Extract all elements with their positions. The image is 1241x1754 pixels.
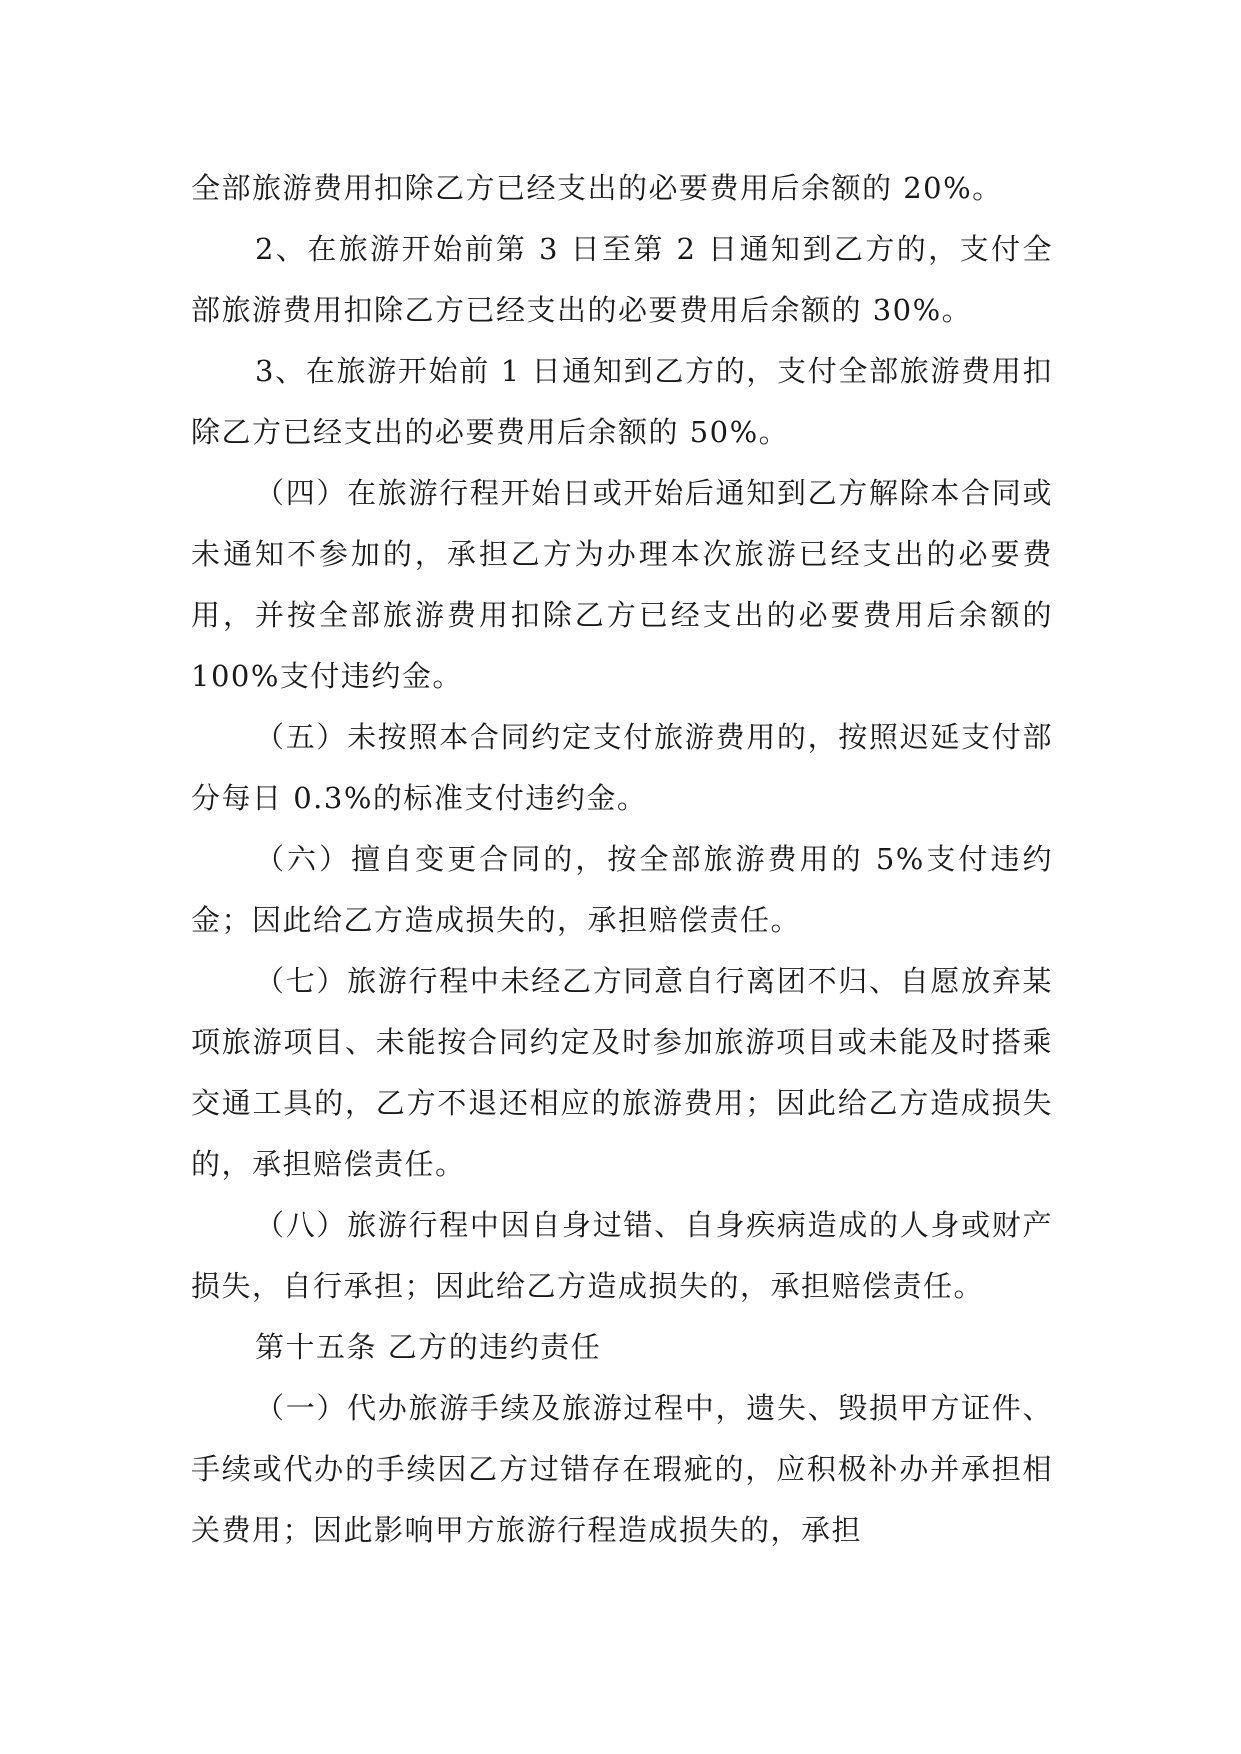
paragraph-clause-8: （八）旅游行程中因自身过错、自身疾病造成的人身或财产损失，自行承担；因此给乙方造成损失的，承担赔偿责任。 — [191, 1208, 1053, 1303]
paragraph-item-3: 3、在旅游开始前 1 日通知到乙方的，支付全部旅游费用扣除乙方已经支出的必要费用后余额的 50%。 — [191, 354, 1053, 449]
document-body — [191, 158, 1053, 1561]
article-heading: 第十五条 乙方的违约责任 — [255, 1330, 602, 1364]
paragraph-clause-4: （四）在旅游行程开始日或开始后通知到乙方解除本合同或未通知不参加的，承担乙方为办理本次旅游已经支出的必要费用，并按全部旅游费用扣除乙方已经支出的必要费用后余额的 100%支付违约金。 — [191, 476, 1053, 693]
paragraph-item-2: 2、在旅游开始前第 3 日至第 2 日通知到乙方的，支付全部旅游费用扣除乙方已经支出的必要费用后余额的 30%。 — [191, 232, 1053, 327]
paragraph-clause-1: （一）代办旅游手续及旅游过程中，遗失、毁损甲方证件、手续或代办的手续因乙方过错存在瑕疵的，应积极补办并承担相关费用；因此影响甲方旅游行程造成损失的，承担 — [191, 1391, 1053, 1547]
paragraph-clause-7: （七）旅游行程中未经乙方同意自行离团不归、自愿放弃某项旅游项目、未能按合同约定及时参加旅游项目或未能及时搭乘交通工具的，乙方不退还相应的旅游费用；因此给乙方造成损失的，承担赔偿责任。 — [191, 964, 1053, 1181]
paragraph-clause-5: （五）未按照本合同约定支付旅游费用的，按照迟延支付部分每日 0.3%的标准支付违约金。 — [191, 720, 1053, 815]
paragraph-continuation: 全部旅游费用扣除乙方已经支出的必要费用后余额的 20%。 — [191, 171, 1003, 205]
paragraph-clause-6: （六）擅自变更合同的，按全部旅游费用的 5%支付违约金；因此给乙方造成损失的，承担赔偿责任。 — [191, 842, 1053, 937]
